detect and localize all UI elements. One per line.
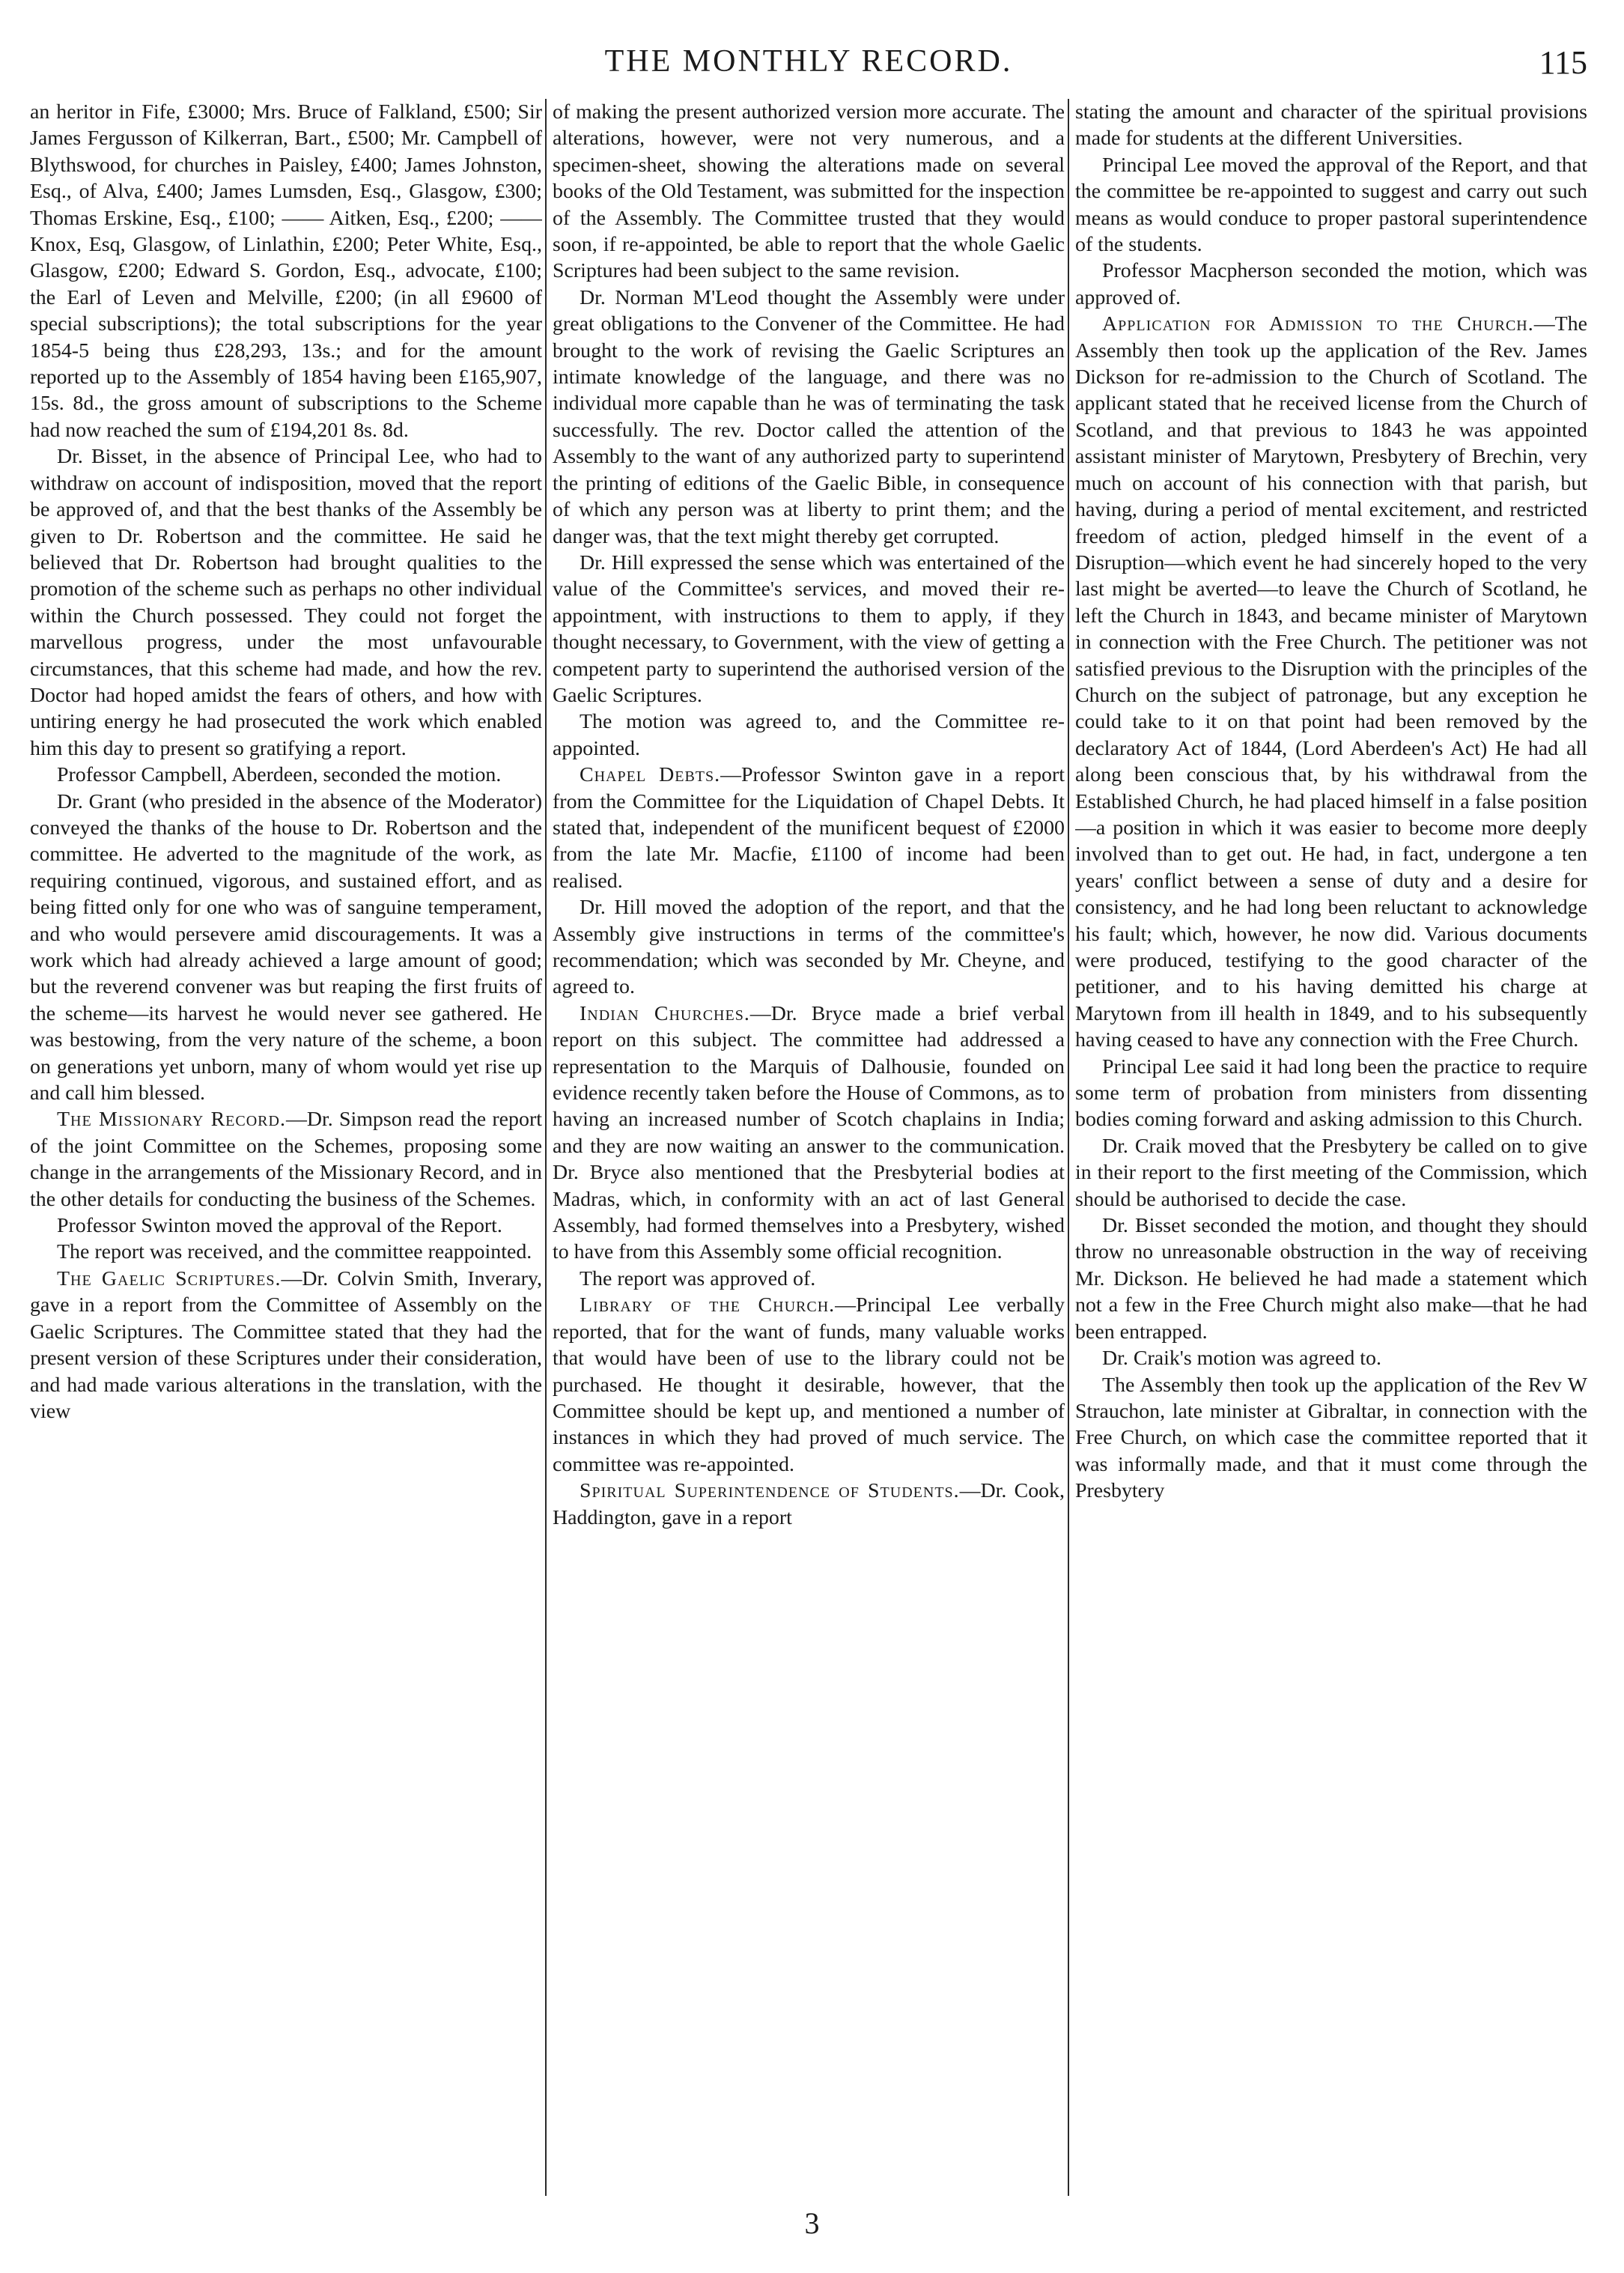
paragraph: [553, 894, 1065, 1001]
paragraph-text: The report was received, and the committee reappointed.: [57, 1240, 532, 1264]
paragraph: [553, 99, 1065, 285]
paragraph: [30, 789, 542, 1107]
paragraph-text: Dr. Norman M'Leod thought the Assembly were under great obligations to the Convener of the Committee. He had brought to the work of revising the Gaelic Scriptures an intimate knowledge of the language, and there was no individual more capable than he was of terminating the task successfully. The rev. Doctor called the attention of the Assembly to the want of any authorized party to superintend the printing of editions of the Gaelic Bible, in consequence of which any person was at liberty to print them; and the danger was, that the text might thereby get corrupted.: [553, 285, 1065, 548]
paragraph-text: Professor Swinton moved the approval of the Report.: [57, 1214, 502, 1238]
paragraph-text: Dr. Bisset, in the absence of Principal Lee, who had to withdraw on account of indisposition, moved that the report be approved of, and that the best thanks of the Assembly be given to Dr. Robertson and the committee. He said he believed that Dr. Robertson had brought qualities to the promotion of the scheme such as perhaps no other individual within the Church possessed. They could not forget the marvellous progress, under the most unfavourable circumstances, that this scheme had made, and how the rev. Doctor had hoped amidst the fears of others, and how with untiring energy he had prosecuted the work which enabled him this day to present so gratifying a report.: [30, 445, 542, 760]
paragraph-text: —Dr. Simpson read the report of the joint Committee on the Schemes, proposing some change in the arrangements of the Missionary Record, and in the other details for conducting the business of the Schemes.: [30, 1108, 542, 1211]
paragraph-text: —The Assembly then took up the application of the Rev. James Dickson for re-admission to the Church of Scotland. The applicant stated that he received license from the Church of Scotland, and that previous to 1843 he was appointed assistant minister of Marytown, Presbytery of Brechin, very much on account of his connection with that parish, but having, during a period of mental excitement, and restricted freedom of action, pledged himself in the event of a Disruption—which event he had sincerely hoped to the very last might be averted—to leave the Church of Scotland, he left the Church in 1843, and became minister of Marytown in connection with the Free Church. The petitioner was not satisfied previous to the Disruption with the principles of the Church on the subject of patronage, but any exception he could take to it on that point had been removed by the declaratory Act of 1844, (Lord Aberdeen's Act) He had all along been conscious that, by his withdrawal from the Established Church, he had placed himself in a false position—a position in which it was easier to become more deeply involved than to get out. He had, in fact, undergone a ten years' conflict between a sense of duty and a desire for consistency, and he had long been reluctant to acknowledge his fault; which, however, he now did. Various documents were produced, testifying to the good character of the petitioner, and to his having demitted his charge at Marytown from ill health in 1849, and to his subsequently having ceased to have any connection with the Free Church.: [1075, 312, 1587, 1052]
paragraph-text: —Dr. Cook, Haddington, gave in a report: [553, 1479, 1065, 1529]
column-divider-left: [545, 99, 547, 2196]
paragraph-text: Professor Macpherson seconded the motion, which was approved of.: [1075, 259, 1587, 309]
paragraph: [30, 99, 542, 443]
page-number: 115: [1539, 44, 1587, 81]
page-header: [30, 43, 1587, 96]
paragraph: [30, 762, 542, 788]
paragraph: [1075, 311, 1587, 1053]
column-divider-right: [1068, 99, 1069, 2196]
paragraph: [1075, 99, 1587, 152]
paragraph-text: an heritor in Fife, £3000; Mrs. Bruce of Falkland, £500; Sir James Fergusson of Kilkerran, Bart., £500; Mr. Campbell of Blythswood, for churches in Paisley, £400; James Johnston, Esq., of Alva, £400; James Lumsden, Esq., Glasgow, £300; Thomas Erskine, Esq., £100; —— Aitken, Esq., £200; —— Knox, Esq, Glasgow, of Linlathin, £200; Peter White, Esq., Glasgow, £200; Edward S. Gordon, Esq., advocate, £100; the Earl of Leven and Melville, £200; (in all £9600 of special subscriptions); the total subscriptions for the year 1854-5 being thus £28,293, 13s.; and for the amount reported up to the Assembly of 1854 having been £165,907, 15s. 8d., the gross amount of subscriptions to the Scheme had now reached the sum of £194,201 8s. 8d.: [30, 100, 542, 442]
paragraph-text: —Professor Swinton gave in a report from the Committee for the Liquidation of Chapel Debts. It stated that, independent of the munificent bequest of £2000 from the late Mr. Macfie, £1100 of income had been realised.: [553, 763, 1065, 893]
paragraph: [553, 1292, 1065, 1478]
paragraph-text: —Dr. Bryce made a brief verbal report on this subject. The committee had addressed a representation to the Marquis of Dalhousie, founded on evidence recently taken before the House of Commons, as to having an increased number of Scotch chaplains in India; and they are now waiting an answer to the communication. Dr. Bryce also mentioned that the Presbyterial bodies at Madras, which, in conformity with an act of last General Assembly, had formed themselves into a Presbytery, wished to have from this Assembly some official recognition.: [553, 1001, 1065, 1264]
paragraph-text: Dr. Hill expressed the sense which was entertained of the value of the Committee's services, and moved their re-appointment, with instructions to them to apply, if they thought necessary, to Government, with the view of getting a competent party to superintend the authorised version of the Gaelic Scriptures.: [553, 550, 1065, 707]
paragraph-text: Dr. Bisset seconded the motion, and thought they should throw no unreasonable obstruction in the way of receiving Mr. Dickson. He believed he had made a statement which not a few in the Free Church might also make—that he had been entrapped.: [1075, 1214, 1587, 1344]
paragraph: [30, 1239, 542, 1265]
paragraph-text: The motion was agreed to, and the Committee re-appointed.: [553, 710, 1065, 760]
paragraph: [553, 1001, 1065, 1266]
paragraph: [553, 550, 1065, 708]
paragraph: [30, 1266, 542, 1424]
paragraph-text: —Dr. Colvin Smith, Inverary, gave in a report from the Committee of Assembly on the Gaelic Scriptures. The Committee stated that they had the present version of these Scriptures under their consideration, and had made various alterations in the translation, with the view: [30, 1266, 542, 1423]
paragraph: [1075, 152, 1587, 258]
paragraph-text: —Principal Lee verbally reported, that for the want of funds, many valuable works that would have been of use to the library could not be purchased. He thought it desirable, however, that the Committee should be kept up, and mentioned a number of instances in which they had proved of much service. The committee was re-appointed.: [553, 1293, 1065, 1476]
paragraph: [30, 1213, 542, 1239]
paragraph-text: Dr. Craik moved that the Presbytery be called on to give in their report to the first meeting of the Commission, which should be authorised to decide the case.: [1075, 1134, 1587, 1211]
paragraph-text: stating the amount and character of the spiritual provisions made for students at the different Universities.: [1075, 100, 1587, 151]
paragraph: [1075, 1213, 1587, 1345]
section-heading: Application for Admission to the Church.: [1102, 312, 1534, 336]
text-column-right: [1075, 99, 1587, 2196]
section-heading: Indian Churches.: [580, 1001, 750, 1025]
section-heading: Library of the Church.: [580, 1293, 836, 1317]
paragraph: [553, 762, 1065, 894]
running-title: THE MONTHLY RECORD.: [604, 44, 1013, 79]
paragraph: [1075, 258, 1587, 311]
paragraph-text: Dr. Craik's motion was agreed to.: [1102, 1347, 1381, 1371]
paragraph: [1075, 1345, 1587, 1371]
paragraph: [30, 1106, 542, 1213]
paragraph: [553, 708, 1065, 762]
text-column-middle: [553, 99, 1065, 2196]
paragraph-text: The report was approved of.: [580, 1266, 816, 1290]
paragraph-text: The Assembly then took up the application of the Rev W Strauchon, late minister at Gibraltar, in connection with the Free Church, on which case the committee reported that it was informally made, and that it must come through the Presbytery: [1075, 1373, 1587, 1503]
paragraph-text: Principal Lee said it had long been the practice to require some term of probation from ministers from dissenting bodies coming forward and asking admission to this Church.: [1075, 1054, 1587, 1132]
paragraph: [1075, 1372, 1587, 1505]
paragraph: [1075, 1054, 1587, 1133]
paragraph-text: Dr. Hill moved the adoption of the report, and that the Assembly give instructions in terms of the committee's recommendation; which was seconded by Mr. Cheyne, and agreed to.: [553, 896, 1065, 999]
paragraph: [30, 443, 542, 762]
paragraph: [553, 1478, 1065, 1531]
signature-mark: 3: [804, 2206, 820, 2240]
paragraph-text: Professor Campbell, Aberdeen, seconded the motion.: [57, 763, 502, 787]
paragraph: [553, 1266, 1065, 1292]
paragraph-text: of making the present authorized version more accurate. The alterations, however, were not very numerous, and a specimen-sheet, showing the alterations made on several books of the Old Testament, was submitted for the inspection of the Assembly. The Committee trusted that they would soon, if re-appointed, be able to report that the whole Gaelic Scriptures had been subject to the same revision.: [553, 100, 1065, 283]
section-heading: The Gaelic Scriptures.: [57, 1266, 282, 1290]
section-heading: Spiritual Superintendence of Students.: [580, 1479, 960, 1503]
paragraph: [1075, 1133, 1587, 1213]
paragraph: [553, 285, 1065, 550]
section-heading: The Missionary Record.: [57, 1108, 286, 1132]
text-column-left: [30, 99, 542, 2196]
section-heading: Chapel Debts.: [580, 763, 721, 787]
paragraph-text: Principal Lee moved the approval of the Report, and that the committee be re-appointed to suggest and carry out such means as would conduce to proper pastoral superintendence of the students.: [1075, 153, 1587, 257]
paragraph-text: Dr. Grant (who presided in the absence of the Moderator) conveyed the thanks of the house to Dr. Robertson and the committee. He adverted to the magnitude of the work, as requiring continued, vigorous, and sustained effort, and as being fitted only for one who was of sanguine temperament, and who would persevere amid discouragements. It was a work which had already achieved a large amount of good; but the reverend convener was but reaping the first fruits of the scheme—its harvest he would never see gathered. He was bestowing, from the very nature of the scheme, a boon on generations yet unborn, many of whom would yet rise up and call him blessed.: [30, 789, 542, 1105]
